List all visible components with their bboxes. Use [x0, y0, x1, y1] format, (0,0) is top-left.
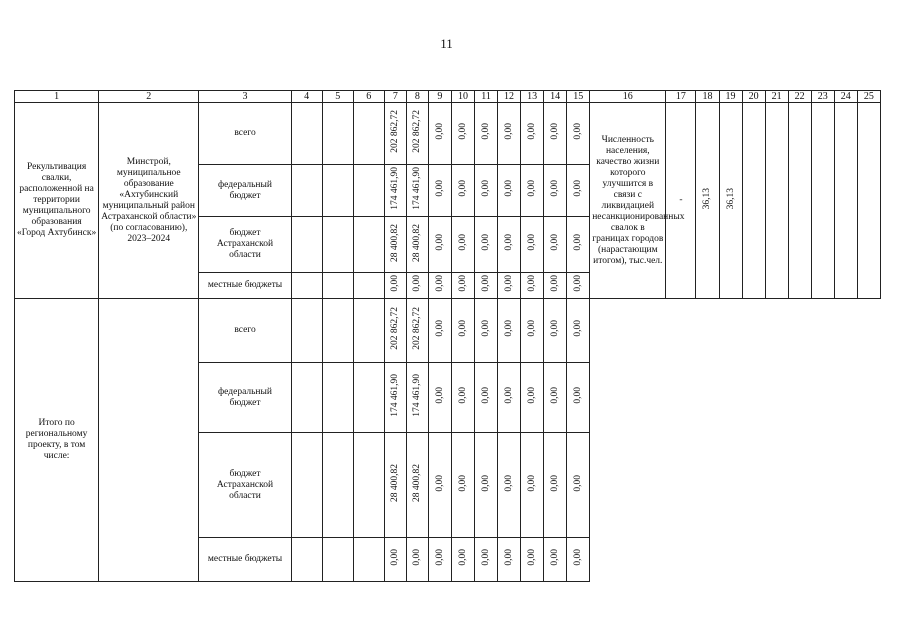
- value-cell: 0,00: [521, 273, 544, 299]
- col-header: 10: [451, 91, 474, 103]
- empty-cell: [353, 217, 384, 273]
- value-cell: 0,00: [498, 538, 521, 582]
- value-cell: 0,00: [474, 103, 497, 165]
- col-header: 15: [567, 91, 590, 103]
- value-cell: 0,00: [384, 538, 406, 582]
- value-cell: 0,00: [498, 299, 521, 363]
- value-cell: 0,00: [428, 538, 451, 582]
- col-header: 25: [857, 91, 880, 103]
- value-cell: 0,00: [498, 217, 521, 273]
- table-row: [15, 103, 881, 165]
- value-cell: 0,00: [474, 363, 497, 433]
- value-cell: 0,00: [474, 273, 497, 299]
- col-header: 21: [765, 91, 788, 103]
- value-cell: 0,00: [544, 299, 567, 363]
- value-cell: 0,00: [567, 433, 590, 538]
- col-header: 6: [353, 91, 384, 103]
- value-cell: 0,00: [384, 273, 406, 299]
- value-cell: 0,00: [451, 299, 474, 363]
- value-cell: 0,00: [406, 273, 428, 299]
- col-header: 14: [544, 91, 567, 103]
- value-cell: 0,00: [544, 273, 567, 299]
- source-label: федеральный бюджет: [199, 363, 291, 433]
- col-header: 20: [742, 91, 765, 103]
- col-header: 8: [406, 91, 428, 103]
- page-number: 11: [440, 36, 453, 51]
- col-header: 7: [384, 91, 406, 103]
- empty-cell: [322, 103, 353, 165]
- empty-cell: [742, 103, 765, 299]
- value-cell: 0,00: [498, 165, 521, 217]
- empty-cell: [834, 103, 857, 299]
- empty-cell: [291, 363, 322, 433]
- c19-cell: 36,13: [719, 103, 742, 299]
- value-cell: 28 400,82: [384, 433, 406, 538]
- value-cell: 0,00: [428, 433, 451, 538]
- value-cell: 174 461,90: [384, 165, 406, 217]
- header-row: [15, 91, 881, 103]
- table-row: [15, 299, 881, 363]
- value-cell: 0,00: [498, 433, 521, 538]
- value-cell: 0,00: [567, 363, 590, 433]
- empty-cell: [291, 538, 322, 582]
- value-cell: 0,00: [521, 165, 544, 217]
- source-label: местные бюджеты: [199, 538, 291, 582]
- source-label: всего: [199, 103, 291, 165]
- value-cell: 0,00: [428, 363, 451, 433]
- value-cell: 0,00: [567, 165, 590, 217]
- col-header: 5: [322, 91, 353, 103]
- empty-cell: [322, 363, 353, 433]
- col-header: 2: [99, 91, 199, 103]
- value-cell: 0,00: [428, 273, 451, 299]
- value-cell: 0,00: [544, 433, 567, 538]
- empty-cell: [322, 433, 353, 538]
- value-cell: 0,00: [451, 273, 474, 299]
- value-cell: 0,00: [498, 103, 521, 165]
- col-header: 23: [811, 91, 834, 103]
- empty-cell: [322, 165, 353, 217]
- empty-cell: [353, 165, 384, 217]
- value-cell: 0,00: [567, 217, 590, 273]
- value-cell: 0,00: [451, 165, 474, 217]
- empty-cell: [811, 103, 834, 299]
- empty-cell: [353, 299, 384, 363]
- empty-cell: [291, 273, 322, 299]
- empty-cell: [291, 217, 322, 273]
- value-cell: 0,00: [428, 217, 451, 273]
- value-cell: 0,00: [521, 299, 544, 363]
- empty-cell: [353, 103, 384, 165]
- value-cell: 0,00: [474, 299, 497, 363]
- value-cell: 0,00: [521, 103, 544, 165]
- c17-cell: -: [666, 103, 696, 299]
- value-cell: 174 461,90: [406, 165, 428, 217]
- value-cell: 0,00: [544, 165, 567, 217]
- value-cell: 0,00: [406, 538, 428, 582]
- col-header: 1: [15, 91, 99, 103]
- col-header: 24: [834, 91, 857, 103]
- source-label: бюджет Астраханской области: [199, 217, 291, 273]
- value-cell: 0,00: [544, 217, 567, 273]
- empty-cell: [291, 433, 322, 538]
- col-header: 22: [788, 91, 811, 103]
- empty-cell: [765, 103, 788, 299]
- value-cell: 0,00: [451, 217, 474, 273]
- value-cell: 0,00: [428, 165, 451, 217]
- empty-cell: [857, 103, 880, 299]
- value-cell: 0,00: [567, 273, 590, 299]
- value-cell: 0,00: [428, 103, 451, 165]
- value-cell: 0,00: [498, 273, 521, 299]
- value-cell: 0,00: [428, 299, 451, 363]
- empty-cell: [322, 217, 353, 273]
- source-label: бюджет Астраханской области: [199, 433, 291, 538]
- empty-cell: [322, 299, 353, 363]
- empty-cell: [322, 538, 353, 582]
- empty-cell: [353, 433, 384, 538]
- blank-area: [590, 299, 881, 582]
- col-header: 13: [521, 91, 544, 103]
- empty-cell: [99, 299, 199, 582]
- value-cell: 0,00: [567, 538, 590, 582]
- value-cell: 202 862,72: [406, 299, 428, 363]
- empty-cell: [291, 299, 322, 363]
- value-cell: 0,00: [498, 363, 521, 433]
- value-cell: 0,00: [474, 433, 497, 538]
- col-header: 12: [498, 91, 521, 103]
- value-cell: 28 400,82: [384, 217, 406, 273]
- responsible-cell: Минстрой, муниципальное образование «Ахтубинский муниципальный район Астраханской области» (по согласованию), 2023–2024: [99, 103, 199, 299]
- source-label: всего: [199, 299, 291, 363]
- empty-cell: [353, 538, 384, 582]
- empty-cell: [291, 103, 322, 165]
- total-label-cell: Итого по региональному проекту, в том числе:: [15, 299, 99, 582]
- value-cell: 0,00: [544, 363, 567, 433]
- source-label: федеральный бюджет: [199, 165, 291, 217]
- source-label: местные бюджеты: [199, 273, 291, 299]
- value-cell: 0,00: [474, 538, 497, 582]
- col-header: 19: [719, 91, 742, 103]
- value-cell: 0,00: [451, 363, 474, 433]
- empty-cell: [322, 273, 353, 299]
- value-cell: 202 862,72: [384, 103, 406, 165]
- budget-table: [14, 90, 881, 582]
- value-cell: 0,00: [474, 217, 497, 273]
- col-header: 11: [474, 91, 497, 103]
- empty-cell: [353, 273, 384, 299]
- value-cell: 0,00: [567, 299, 590, 363]
- empty-cell: [353, 363, 384, 433]
- value-cell: 174 461,90: [406, 363, 428, 433]
- col-header: 9: [428, 91, 451, 103]
- c18-cell: 36,13: [696, 103, 719, 299]
- value-cell: 0,00: [521, 217, 544, 273]
- value-cell: 202 862,72: [406, 103, 428, 165]
- empty-cell: [788, 103, 811, 299]
- value-cell: 0,00: [474, 165, 497, 217]
- col-header: 3: [199, 91, 291, 103]
- value-cell: 0,00: [451, 433, 474, 538]
- value-cell: 0,00: [451, 103, 474, 165]
- empty-cell: [291, 165, 322, 217]
- value-cell: 0,00: [544, 103, 567, 165]
- value-cell: 0,00: [451, 538, 474, 582]
- col-header: 17: [666, 91, 696, 103]
- col-header: 16: [590, 91, 666, 103]
- col-header: 18: [696, 91, 719, 103]
- value-cell: 0,00: [544, 538, 567, 582]
- project-name-cell: Рекультивация свалки, расположенной на территории муниципального образования «Город Ахтубинск»: [15, 103, 99, 299]
- value-cell: 28 400,82: [406, 217, 428, 273]
- value-cell: 28 400,82: [406, 433, 428, 538]
- value-cell: 0,00: [521, 363, 544, 433]
- col-header: 4: [291, 91, 322, 103]
- value-cell: 174 461,90: [384, 363, 406, 433]
- value-cell: 0,00: [521, 538, 544, 582]
- value-cell: 0,00: [521, 433, 544, 538]
- value-cell: 202 862,72: [384, 299, 406, 363]
- indicator-cell: Численность населения, качество жизни которого улучшится в связи с ликвидацией несанкционированных свалок в границах городов (нарастающим итогом), тыс.чел.: [590, 103, 666, 299]
- value-cell: 0,00: [567, 103, 590, 165]
